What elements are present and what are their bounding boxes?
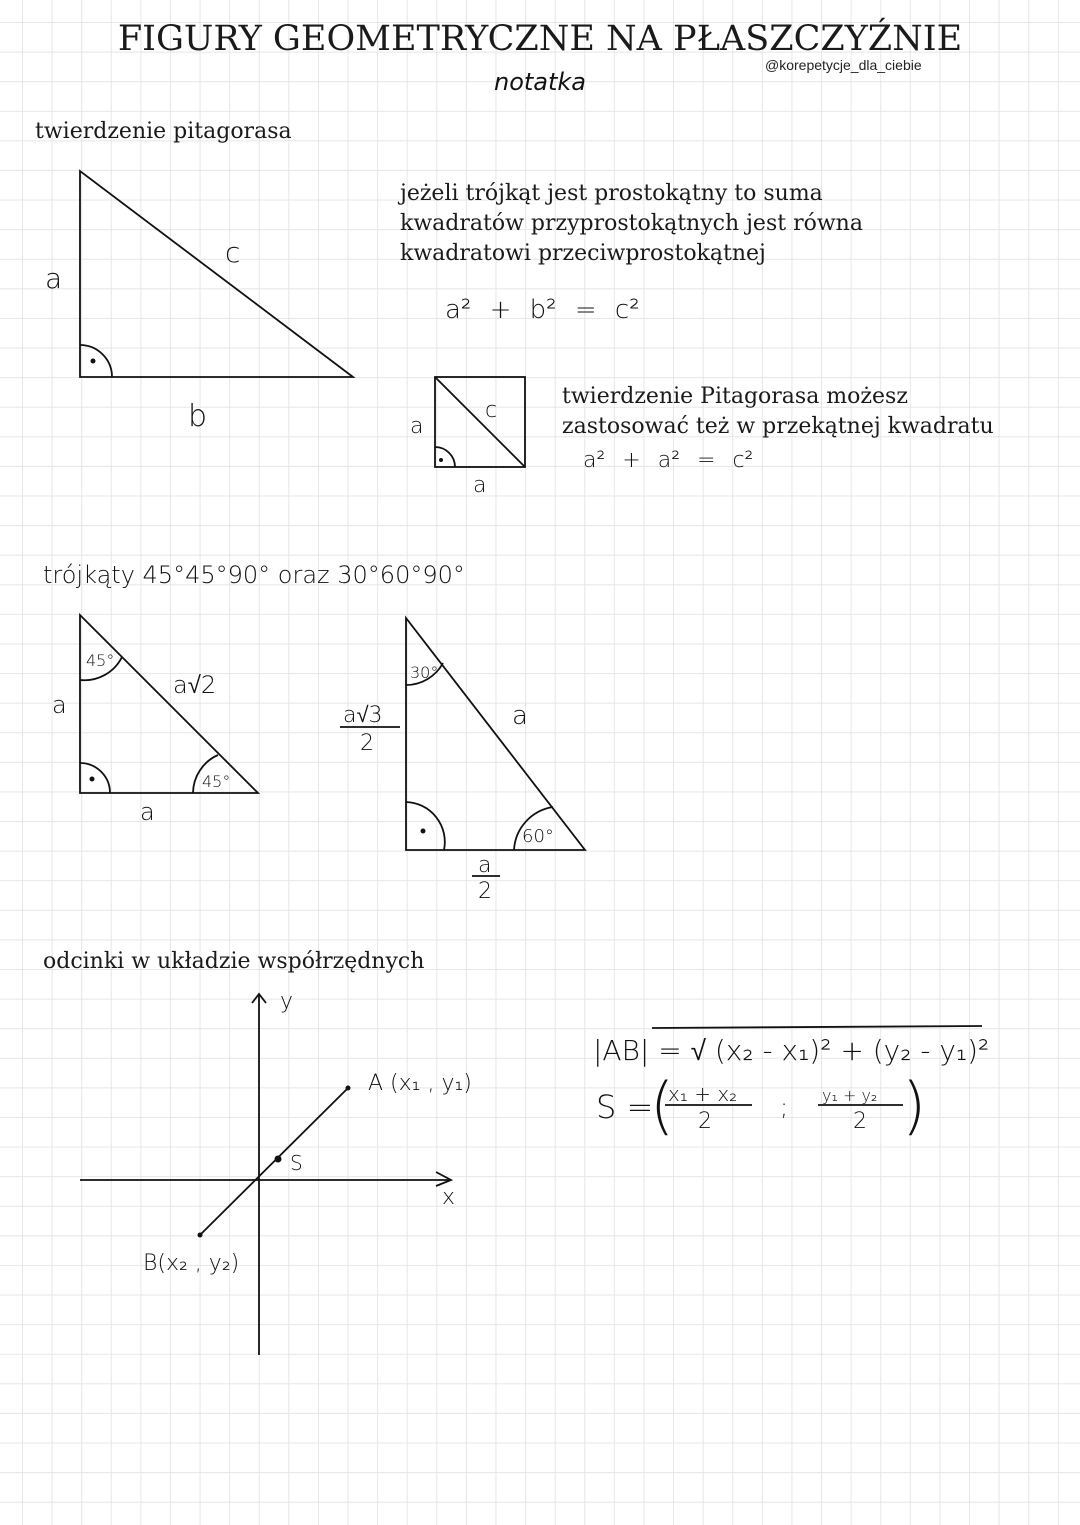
separator: ; (780, 1093, 789, 1121)
triangle-45-45-90 (80, 615, 258, 793)
subtitle: notatka (493, 68, 587, 96)
midpoint-y-numerator: y₁ + y₂ (822, 1086, 878, 1105)
label-c: c (225, 236, 241, 269)
distance-formula: |AB| = √ (x₂ - x₁)² + (y₂ - y₁)² (593, 1034, 990, 1067)
description-line: kwadratów przyprostokątnych jest równa (400, 211, 863, 236)
leg-left-numerator: a√3 (343, 703, 383, 728)
midpoint-label: S (290, 1151, 303, 1175)
point-b-label: B(x₂ , y₂) (143, 1251, 240, 1276)
square-note-line: zastosować też w przekątnej kwadratu (562, 414, 994, 439)
axis-x-label: x (442, 1185, 456, 1210)
leg-label-bottom: a (140, 798, 155, 826)
square-label-c: c (485, 398, 498, 423)
right-triangle (80, 171, 353, 377)
angle-30: 30° (410, 663, 439, 682)
section-heading-pythagoras: twierdzenie pitagorasa (35, 119, 292, 144)
square-label-a-bottom: a (473, 473, 487, 498)
label-b: b (188, 399, 208, 434)
square-note-line: twierdzenie Pitagorasa możesz (562, 384, 908, 409)
label-a: a (45, 262, 63, 295)
axis-y-label: y (280, 989, 294, 1014)
square-diagram (435, 377, 525, 467)
angle-60: 60° (522, 826, 554, 847)
close-paren: ) (902, 1069, 927, 1142)
hypotenuse-label: a (512, 701, 528, 731)
open-paren: ( (650, 1069, 675, 1142)
section-heading-special-triangles: trójkąty 45°45°90° oraz 30°60°90° (43, 561, 465, 589)
page-title: FIGURY GEOMETRYCZNE NA PŁASZCZYŹNIE (117, 19, 963, 59)
angle-45-right: 45° (202, 772, 231, 791)
description-line: kwadratowi przeciwprostokątnej (400, 241, 766, 266)
square-label-a: a (410, 414, 424, 439)
pythagoras-formula: a² + b² = c² (445, 295, 640, 325)
description-line: jeżeli trójkąt jest prostokątny to suma (400, 181, 823, 206)
leg-left-denominator: 2 (360, 731, 374, 756)
hypotenuse-label: a√2 (173, 671, 217, 699)
midpoint-x-denominator: 2 (698, 1109, 712, 1134)
midpoint-y-denominator: 2 (853, 1109, 867, 1134)
section-heading-coordinates: odcinki w układzie współrzędnych (43, 949, 425, 974)
author-handle: @korepetycje_dla_ciebie (765, 57, 922, 73)
midpoint-formula-lhs: S = (596, 1088, 654, 1126)
square-formula: a² + a² = c² (583, 448, 754, 473)
midpoint-x-numerator: x₁ + x₂ (668, 1082, 738, 1106)
leg-bottom-numerator: a (478, 853, 492, 878)
angle-45-top: 45° (86, 651, 115, 670)
leg-label-left: a (52, 691, 67, 719)
coordinate-axes (80, 994, 451, 1355)
point-a-label: A (x₁ , y₁) (368, 1071, 472, 1096)
leg-bottom-denominator: 2 (478, 879, 492, 904)
